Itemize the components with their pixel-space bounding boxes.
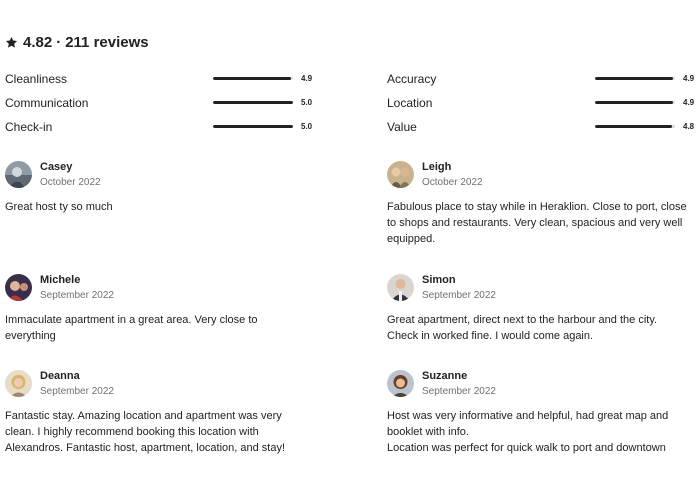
category-label: Check-in [5,120,53,134]
review-date: September 2022 [40,290,114,301]
category-ratings [0,70,700,142]
rating-bar [213,77,293,80]
category-value: 4.9 [683,98,695,107]
reviewer-name: Casey [40,161,73,173]
category-value: 5.0 [301,98,313,107]
reviewer-name: Michele [40,274,81,286]
category-label: Location [387,96,433,110]
category-column-right [387,70,699,142]
category-value: 4.8 [683,122,695,131]
review-text: Fabulous place to stay while in Heraklion. Close to port, close to shops and restaurants. Very clean, spacious and very well equipped. [387,201,687,245]
category-value: 4.9 [683,74,695,83]
overall-rating: 4.82 [23,33,53,51]
category-label: Communication [5,96,89,110]
user-avatar[interactable] [387,370,414,397]
reviewer-name: Simon [422,274,456,286]
user-avatar[interactable] [5,161,32,188]
rating-bar-fill [213,125,293,128]
category-row-check-in [5,118,317,142]
review-text: Great apartment, direct next to the harbour and the city. Check in worked fine. I would come again. [387,314,658,342]
category-label: Value [387,120,417,134]
rating-bar-fill [595,125,672,128]
review-date: September 2022 [422,290,496,301]
rating-bar [595,101,675,104]
reviewer-name: Deanna [40,370,80,382]
rating-bar-fill [213,77,291,80]
review-date: October 2022 [422,177,483,188]
category-row-accuracy [387,70,699,94]
category-value: 5.0 [301,122,313,131]
rating-bar [595,125,675,128]
review-text: Great host ty so much [5,201,113,213]
summary-separator: · [56,33,62,51]
review-count-link[interactable]: 211 reviews [65,33,149,51]
reviewer-name: Leigh [422,161,452,173]
rating-bar-fill [213,101,293,104]
review-date: September 2022 [40,386,114,397]
review-text: Host was very informative and helpful, had great map and booklet with info. Location was perfect for quick walk to port and downtown [387,410,669,454]
reviewer-name: Suzanne [422,370,468,382]
review-text: Fantastic stay. Amazing location and apartment was very clean. I highly recommend booking this location with Alexandros. Fantastic host, apartment, location, and stay! [5,410,286,454]
rating-bar [213,125,293,128]
user-avatar[interactable] [5,370,32,397]
category-label: Cleanliness [5,72,68,86]
category-label: Accuracy [387,72,437,86]
category-row-location [387,94,699,118]
rating-bar-fill [595,101,673,104]
category-row-cleanliness [5,70,317,94]
rating-summary [5,32,149,52]
review-text: Immaculate apartment in a great area. Very close to everything [5,314,258,342]
user-avatar[interactable] [5,274,32,301]
review-date: September 2022 [422,386,496,397]
category-column-left [5,70,317,142]
rating-bar [213,101,293,104]
rating-bar-fill [595,77,673,80]
category-row-value [387,118,699,142]
user-avatar[interactable] [387,274,414,301]
category-row-communication [5,94,317,118]
rating-bar [595,77,675,80]
review-date: October 2022 [40,177,101,188]
user-avatar[interactable] [387,161,414,188]
category-value: 4.9 [301,74,313,83]
star-icon [5,36,18,49]
